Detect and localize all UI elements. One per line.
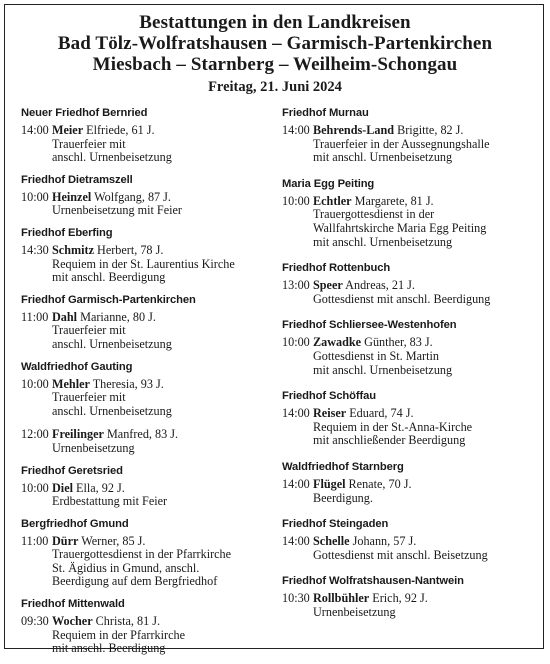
- cemetery-name: Friedhof Schöffau: [282, 390, 377, 403]
- deceased-details: Ella, 92 J.: [72, 480, 125, 495]
- funeral-entry: [21, 482, 271, 509]
- cemetery-name: Friedhof Schliersee-Westenhofen: [282, 319, 457, 332]
- ceremony-description: Urnenbeisetzung mit Feier: [52, 203, 182, 218]
- cemetery-group: [21, 226, 271, 285]
- funeral-time: 10:00: [282, 193, 310, 208]
- deceased-details: Herbert, 78 J.: [93, 242, 164, 257]
- funeral-entry: [282, 592, 537, 619]
- title-line-1: Bestattungen in den Landkreisen: [139, 12, 411, 33]
- entry-body: [52, 244, 271, 285]
- deceased-surname: Heinzel: [52, 189, 92, 204]
- deceased-line: [313, 195, 537, 209]
- ceremony-description: anschl. Urnenbeisetzung: [52, 336, 172, 351]
- funeral-time: 14:30: [21, 242, 49, 257]
- entry-body: [52, 535, 271, 589]
- entry-body: [52, 428, 271, 455]
- ceremony-description: Requiem in der St.-Anna-Kirche: [313, 419, 473, 434]
- deceased-details: Johann, 57 J.: [349, 534, 417, 549]
- deceased-details: Erich, 92 J.: [369, 591, 428, 606]
- entry-body: [313, 592, 537, 619]
- cemetery-name: Bergfriedhof Gmund: [21, 517, 129, 530]
- funeral-time: 13:00: [282, 278, 310, 293]
- entry-body: [313, 407, 537, 448]
- deceased-line: [52, 244, 271, 258]
- funeral-time: 14:00: [21, 123, 49, 137]
- deceased-surname: Dürr: [52, 533, 79, 548]
- cemetery-group: [282, 106, 537, 165]
- cemetery-name: Friedhof Steingaden: [282, 518, 389, 531]
- deceased-line: [52, 482, 271, 496]
- cemetery-name: Friedhof Dietramszell: [21, 173, 133, 186]
- funeral-entry: [21, 191, 271, 218]
- cemetery-name: Friedhof Eberfing: [21, 226, 113, 239]
- cemetery-name: Waldfriedhof Starnberg: [282, 460, 404, 473]
- deceased-line: [313, 336, 537, 350]
- cemetery-group: [21, 597, 271, 656]
- entry-body: [313, 478, 537, 505]
- cemetery-name: Friedhof Geretsried: [21, 464, 123, 477]
- deceased-surname: Zawadke: [313, 335, 362, 350]
- deceased-line: [52, 428, 271, 442]
- ceremony-description: mit anschl. Urnenbeisetzung: [313, 234, 453, 249]
- date-line: Freitag, 21. Juni 2024: [208, 79, 342, 95]
- funeral-time: 09:30: [21, 614, 49, 629]
- cemetery-name: Friedhof Rottenbuch: [282, 262, 391, 275]
- funeral-time: 11:00: [21, 309, 49, 324]
- deceased-line: [313, 279, 537, 293]
- deceased-surname: Diel: [52, 480, 73, 495]
- funeral-entry: [282, 195, 537, 249]
- title-line-2: Bad Tölz-Wolfratshausen – Garmisch-Partenkirchen: [57, 33, 493, 54]
- cemetery-group: [282, 389, 537, 448]
- cemetery-name: Maria Egg Peiting: [282, 177, 375, 190]
- deceased-details: Andreas, 21 J.: [342, 278, 415, 293]
- deceased-line: [313, 124, 537, 138]
- deceased-line: [313, 407, 537, 421]
- deceased-surname: Echtler: [313, 193, 352, 208]
- ceremony-description: Requiem in der Pfarrkirche: [52, 627, 185, 642]
- funeral-entry: [21, 535, 271, 589]
- deceased-line: [313, 535, 537, 549]
- funeral-time: 10:00: [21, 376, 49, 391]
- ceremony-description: Beerdigung.: [313, 490, 373, 505]
- ceremony-description: Gottesdienst mit anschl. Beisetzung: [313, 547, 488, 562]
- ceremony-description: mit anschl. Urnenbeisetzung: [313, 362, 453, 377]
- funeral-entry: [21, 124, 271, 165]
- funeral-time: 14:00: [282, 534, 310, 549]
- ceremony-description: Erdbestattung mit Feier: [52, 494, 168, 509]
- deceased-details: Christa, 81 J.: [92, 614, 160, 629]
- funeral-entry: [21, 244, 271, 285]
- ceremony-description: Trauerfeier mit: [52, 136, 126, 151]
- left-column: [21, 106, 271, 664]
- ceremony-description: Requiem in der St. Laurentius Kirche: [52, 256, 235, 271]
- funeral-entry: [282, 336, 537, 377]
- cemetery-group: [21, 173, 271, 218]
- cemetery-group: [282, 460, 537, 505]
- cemetery-group: [21, 517, 271, 589]
- deceased-line: [52, 124, 271, 138]
- ceremony-description: Urnenbeisetzung: [313, 604, 396, 619]
- deceased-surname: Freilinger: [52, 427, 104, 442]
- cemetery-name: Friedhof Wolfratshausen-Nantwein: [282, 575, 464, 588]
- deceased-details: Margarete, 81 J.: [351, 193, 434, 208]
- funeral-entry: [21, 311, 271, 352]
- cemetery-name: Friedhof Murnau: [282, 107, 369, 119]
- cemetery-group: [282, 574, 537, 619]
- ceremony-description: mit anschl. Beerdigung: [52, 641, 166, 656]
- funeral-entry: [21, 378, 271, 419]
- deceased-surname: Flügel: [313, 476, 346, 491]
- ceremony-description: Gottesdienst in St. Martin: [313, 348, 439, 363]
- deceased-surname: Reiser: [313, 406, 347, 421]
- ceremony-description: mit anschl. Beerdigung: [52, 270, 166, 285]
- funeral-entry: [21, 428, 271, 455]
- deceased-line: [52, 535, 271, 549]
- entry-body: [52, 191, 271, 218]
- ceremony-description: Wallfahrtskirche Maria Egg Peiting: [313, 220, 487, 235]
- ceremony-description: Trauerfeier mit: [52, 390, 126, 405]
- ceremony-description: Trauergottesdienst in der: [313, 207, 435, 222]
- deceased-surname: Schmitz: [52, 242, 94, 257]
- cemetery-group: [282, 318, 537, 377]
- ceremony-description: anschl. Urnenbeisetzung: [52, 403, 172, 418]
- cemetery-name: Neuer Friedhof Bernried: [21, 107, 148, 119]
- funeral-entry: [282, 535, 537, 562]
- funeral-entry: [282, 478, 537, 505]
- ceremony-description: Urnenbeisetzung: [52, 440, 135, 455]
- deceased-surname: Meier: [52, 123, 84, 137]
- deceased-details: Marianne, 80 J.: [77, 309, 156, 324]
- deceased-line: [313, 592, 537, 606]
- deceased-line: [52, 311, 271, 325]
- deceased-details: Elfriede, 61 J.: [83, 123, 155, 137]
- entry-body: [313, 279, 537, 306]
- ceremony-description: Beerdigung auf dem Bergfriedhof: [52, 574, 218, 589]
- funeral-time: 14:00: [282, 123, 310, 137]
- deceased-details: Wolfgang, 87 J.: [91, 189, 171, 204]
- deceased-surname: Speer: [313, 278, 343, 293]
- deceased-details: Günther, 83 J.: [361, 335, 433, 350]
- cemetery-group: [282, 517, 537, 562]
- cemetery-group: [282, 177, 537, 249]
- deceased-surname: Rollbühler: [313, 591, 370, 606]
- deceased-surname: Dahl: [52, 309, 78, 324]
- cemetery-group: [282, 261, 537, 306]
- cemetery-group: [21, 360, 271, 456]
- entry-body: [313, 336, 537, 377]
- ceremony-description: Trauerfeier mit: [52, 323, 126, 338]
- funeral-time: 11:00: [21, 533, 49, 548]
- funeral-entry: [21, 615, 271, 656]
- funeral-time: 10:00: [21, 189, 49, 204]
- ceremony-description: St. Ägidius in Gmund, anschl.: [52, 560, 200, 575]
- funeral-time: 14:00: [282, 476, 310, 491]
- funeral-entry: [282, 407, 537, 448]
- deceased-details: Brigitte, 82 J.: [394, 123, 464, 137]
- title-line-3: Miesbach – Starnberg – Weilheim-Schongau: [92, 54, 458, 75]
- entry-body: [52, 311, 271, 352]
- deceased-surname: Wocher: [52, 614, 93, 629]
- deceased-details: Eduard, 74 J.: [346, 406, 414, 421]
- entry-body: [52, 482, 271, 509]
- notice-header: [0, 12, 550, 96]
- cemetery-group: [21, 293, 271, 352]
- funeral-entry: [282, 279, 537, 306]
- cemetery-name: Friedhof Mittenwald: [21, 598, 125, 611]
- entry-body: [52, 378, 271, 419]
- deceased-details: Manfred, 83 J.: [103, 427, 179, 442]
- right-column: [282, 106, 537, 631]
- funeral-time: 14:00: [282, 406, 310, 421]
- deceased-line: [52, 378, 271, 392]
- entry-body: [313, 535, 537, 562]
- entry-body: [52, 615, 271, 656]
- funeral-time: 10:00: [282, 335, 310, 350]
- deceased-surname: Behrends-Land: [313, 123, 395, 137]
- entry-body: [313, 195, 537, 249]
- funeral-time: 10:30: [282, 591, 310, 606]
- funeral-time: 10:00: [21, 480, 49, 495]
- deceased-details: Werner, 85 J.: [78, 533, 146, 548]
- deceased-line: [52, 191, 271, 205]
- deceased-line: [52, 615, 271, 629]
- ceremony-description: Gottesdienst mit anschl. Beerdigung: [313, 291, 491, 306]
- deceased-details: Renate, 70 J.: [345, 476, 412, 491]
- funeral-entry: [282, 124, 537, 165]
- entry-body: [313, 124, 537, 165]
- deceased-details: Theresia, 93 J.: [89, 376, 164, 391]
- cemetery-group: [21, 464, 271, 509]
- ceremony-description: mit anschließender Beerdigung: [313, 433, 466, 448]
- deceased-line: [313, 478, 537, 492]
- deceased-surname: Schelle: [313, 534, 350, 549]
- cemetery-name: Friedhof Garmisch-Partenkirchen: [21, 293, 196, 306]
- cemetery-name: Waldfriedhof Gauting: [21, 360, 133, 373]
- ceremony-description: Trauergottesdienst in der Pfarrkirche: [52, 547, 232, 562]
- ceremony-description: Trauerfeier in der Aussegnungshalle: [313, 136, 490, 151]
- ceremony-description: anschl. Urnenbeisetzung: [52, 150, 172, 165]
- cemetery-group: [21, 106, 271, 165]
- ceremony-description: mit anschl. Urnenbeisetzung: [313, 150, 453, 165]
- funeral-time: 12:00: [21, 427, 49, 442]
- entry-body: [52, 124, 271, 165]
- deceased-surname: Mehler: [52, 376, 90, 391]
